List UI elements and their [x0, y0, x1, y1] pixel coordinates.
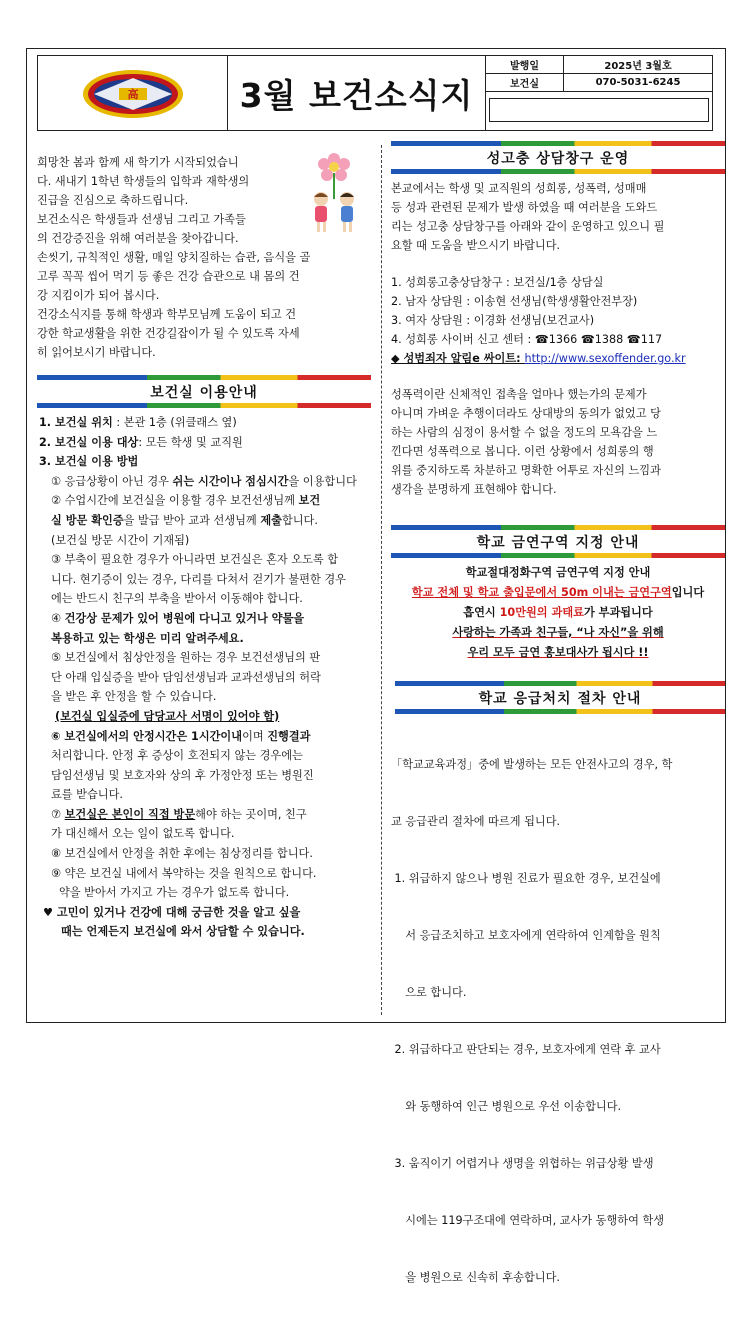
counsel-list-item: 3. 여자 상담원 : 이경화 선생님(보건교사): [391, 314, 595, 327]
counsel-list: [391, 273, 721, 368]
item-emphasis: 건강상 문제가 있어 병원에 다니고 있거나 약물을: [64, 611, 305, 625]
counsel-line: 요할 때 도움을 받으시기 바랍니다.: [391, 239, 561, 252]
smoking-line: 가 부과됩니다: [583, 606, 653, 619]
counsel-line: 낀다면 성폭력으로 봅니다. 이런 상황에서 성희롱의 행: [391, 445, 654, 458]
section-banner-counsel: [391, 141, 725, 174]
emergency-step: 2. 위급하다고 판단되는 경우, 보호자에게 연락 후 교사: [391, 1043, 661, 1056]
item-emphasis: 보건: [298, 494, 321, 508]
smoking-notice: [391, 563, 725, 663]
item-text: 니다. 현기증이 있는 경우, 다리를 다쳐서 걷기가 불편한 경우: [51, 572, 346, 586]
item-text: 합니다.: [281, 513, 318, 527]
item-emphasis: 보건실은 본인이 직접 방문: [64, 807, 196, 821]
emergency-procedure: [391, 717, 725, 1325]
section-banner-smoking: [391, 525, 725, 558]
emergency-step: 와 동행하여 인근 병원으로 우선 이송합니다.: [391, 1100, 622, 1113]
guide-value: : 본관 1층 (위클래스 옆): [112, 416, 237, 429]
counsel-list-item: 4. 성희롱 사이버 신고 센터 : ☎1366 ☎1388 ☎117: [391, 333, 663, 346]
intro-line: 진급을 진심으로 축하드립니다.: [37, 194, 189, 207]
smoking-line: 입니다: [671, 586, 705, 599]
counsel-intro: [391, 179, 721, 255]
item-text: 단 아래 입실증을 받아 담임선생님과 교과선생님의 허락: [51, 670, 321, 684]
item-text: ⑧ 보건실에서 안정을 취한 후에는 침상정리를 합니다.: [51, 847, 313, 861]
emergency-step: 으로 합니다.: [391, 986, 467, 999]
intro-line: 히 읽어보시기 바랍니다.: [37, 346, 156, 359]
section-title: 보건실 이용안내: [150, 384, 258, 401]
intro-line: 고루 꼭꼭 씹어 먹기 등 좋은 건강 습관으로 내 몸의 건: [37, 270, 300, 283]
counsel-list-item: 2. 남자 상담원 : 이송현 선생님(학생생활안전부장): [391, 295, 638, 308]
emergency-line: 교 응급관리 절차에 따르게 됩니다.: [391, 815, 561, 828]
item-note: (보건실 입실증에 담당교사 서명이 있어야 함): [55, 709, 280, 723]
site-label: ◆ 성범죄자 알림e 싸이트:: [391, 352, 525, 365]
banner-stripe: [391, 169, 725, 174]
counsel-line: 리는 성고충 상담창구를 아래와 같이 운영하고 있으니 필: [391, 220, 665, 233]
emergency-step: 시에는 119구조대에 연락하며, 교사가 동행하여 학생: [391, 1214, 665, 1227]
sexoffender-site-link[interactable]: http://www.sexoffender.go.kr: [524, 352, 686, 365]
item-emphasis: ⑥ 보건실에서의 안정시간은 1시간이내: [51, 729, 243, 743]
school-logo: [81, 68, 185, 120]
item-text: 약을 받아서 가지고 가는 경우가 없도록 합니다.: [59, 886, 290, 900]
emergency-step: 서 응급조치하고 보호자에게 연락하여 인계함을 원칙: [391, 929, 661, 942]
school-logo-cell: [38, 56, 228, 130]
intro-line: 희망찬 봄과 함께 새 학기가 시작되었습니: [37, 156, 239, 169]
meta-key: 발행일: [486, 56, 564, 73]
banner-stripe: [395, 709, 725, 714]
intro-line: 건강소식지를 통해 학생과 학부모님께 도움이 되고 건: [37, 308, 297, 321]
intro-line: 강한 학교생활을 위한 건강길잡이가 될 수 있도록 자세: [37, 327, 300, 340]
intro-line: 의 건강증진을 위해 여러분을 찾아갑니다.: [37, 232, 239, 245]
section-title: 성고충 상담창구 운영: [486, 150, 630, 167]
guide-value: : 모든 학생 및 교직원: [138, 435, 243, 449]
counsel-line: 본교에서는 학생 및 교직원의 성희롱, 성폭력, 성매매: [391, 182, 647, 195]
smoking-zone-text: 학교 전체 및 학교 출입문에서 50m 이내는 금연구역: [411, 586, 672, 599]
emergency-step: 3. 움직이기 어렵거나 생명을 위협하는 위급상황 발생: [391, 1157, 654, 1170]
item-text: 처리합니다. 안정 후 증상이 호전되지 않는 경우에는: [51, 749, 303, 763]
emergency-step: 을 병원으로 신속히 후송합니다.: [391, 1271, 560, 1284]
section-banner-health-room: [37, 375, 371, 408]
meta-value: 070-5031-6245: [595, 77, 681, 88]
smoking-line: 학교절대정화구역 금연구역 지정 안내: [465, 566, 651, 579]
intro-line: 손씻기, 규칙적인 생활, 매일 양치질하는 습관, 음식을 골: [37, 251, 311, 264]
counsel-explanation: [391, 385, 721, 499]
item-text: ⑦: [51, 807, 65, 821]
item-text: 에는 반드시 친구의 부축을 받아서 이동해야 합니다.: [51, 592, 303, 606]
counsel-line: 등 성과 관련된 문제가 발생 하였을 때 여러분을 도와드: [391, 201, 658, 214]
item-text: 을 발급 받아 교과 선생님께: [123, 513, 261, 527]
kids-flower-illustration: [299, 149, 369, 235]
meta-blank-box: [489, 98, 709, 122]
item-text: ② 수업시간에 보건실을 이용할 경우 보건선생님께: [51, 494, 299, 508]
banner-stripe: [391, 553, 725, 558]
item-emphasis: 진행결과: [267, 729, 311, 743]
section-banner-emergency: [395, 681, 725, 714]
counsel-line: 생각을 분명하게 표현해야 합니다.: [391, 483, 557, 496]
counsel-line: 아니며 가벼운 추행이더라도 상대방의 동의가 없었고 당: [391, 407, 661, 420]
guide-label: 3. 보건실 이용 방법: [39, 455, 139, 469]
item-emphasis: 복용하고 있는 학생은 미리 알려주세요.: [51, 631, 244, 645]
closing-note: 때는 언제든지 보건실에 와서 상담할 수 있습니다.: [61, 925, 305, 939]
column-divider: [381, 145, 382, 1015]
item-emphasis: 실 방문 확인증: [51, 513, 124, 527]
meta-row-issue: [486, 56, 712, 74]
item-emphasis: 제출: [260, 513, 282, 527]
item-text: (보건실 방문 시간이 기재됨): [51, 533, 190, 547]
smoking-line: 우리 모두 금연 홍보대사가 됩시다 !!: [467, 646, 649, 659]
counsel-line: 위를 중지하도록 차분하고 명확한 어투로 자신의 느낌과: [391, 464, 661, 477]
smoking-line: 사랑하는 가족과 친구들, “나 자신”을 위해: [452, 626, 664, 639]
item-text: 을 이용합니다: [288, 474, 357, 488]
header-meta: [486, 56, 712, 130]
emergency-step: 1. 위급하지 않으나 병원 진료가 필요한 경우, 보건실에: [391, 872, 661, 885]
item-text: ① 응급상황이 아닌 경우: [51, 474, 173, 488]
counsel-line: 하는 사람의 심정이 용서할 수 없을 정도의 모욕감을 느: [391, 426, 658, 439]
logo-glyph: 高: [127, 88, 139, 101]
health-room-guide: [39, 413, 375, 942]
newsletter-page: [26, 48, 726, 1284]
item-text: 담임선생님 및 보호자와 상의 후 가정안정 또는 병원진: [51, 768, 314, 782]
counsel-line: 성폭력이란 신체적인 접촉을 얼마나 했는가의 문제가: [391, 388, 647, 401]
guide-label: 1. 보건실 위치: [39, 416, 113, 429]
item-emphasis: 쉬는 시간이나 점심시간: [172, 474, 289, 488]
newsletter-title: 3월 보건소식지: [228, 56, 486, 130]
section-title: 학교 응급처치 절차 안내: [478, 690, 642, 707]
emergency-line: 「학교교육과정」중에 발생하는 모든 안전사고의 경우, 학: [391, 758, 673, 771]
meta-key: 보건실: [486, 74, 564, 91]
item-text: 해야 하는 곳이며, 친구: [195, 807, 307, 821]
item-text: ④: [51, 611, 65, 625]
meta-row-phone: [486, 74, 712, 92]
item-text: 료를 받습니다.: [51, 788, 123, 802]
banner-stripe: [37, 403, 371, 408]
item-text: 을 받은 후 안정을 할 수 있습니다.: [51, 690, 217, 704]
item-text: 이며: [242, 729, 268, 743]
fine-text: 10만원의 과태료: [499, 606, 584, 619]
intro-line: 다. 새내기 1학년 학생들의 입학과 재학생의: [37, 175, 250, 188]
guide-label: 2. 보건실 이용 대상: [39, 435, 139, 449]
item-text: ⑤ 보건실에서 침상안정을 원하는 경우 보건선생님의 판: [51, 651, 321, 665]
item-text: ③ 부축이 필요한 경우가 아니라면 보건실은 혼자 오도록 합: [51, 553, 339, 567]
intro-line: 보건소식은 학생들과 선생님 그리고 가족들: [37, 213, 246, 226]
closing-note: ♥ 고민이 있거나 건강에 대해 궁금한 것을 알고 싶을: [43, 905, 301, 919]
meta-value: 2025년 3월호: [604, 61, 672, 72]
smoking-line: 흡연시: [463, 606, 500, 619]
item-text: ⑨ 약은 보건실 내에서 복약하는 것을 원칙으로 합니다.: [51, 866, 317, 880]
section-title: 학교 금연구역 지정 안내: [476, 534, 640, 551]
intro-line: 강 지킴이가 되어 봅시다.: [37, 289, 160, 302]
counsel-list-item: 1. 성희롱고충상담창구 : 보건실/1층 상담실: [391, 276, 604, 289]
header-table: [37, 55, 713, 131]
item-text: 가 대신해서 오는 일이 없도록 합니다.: [51, 827, 235, 841]
